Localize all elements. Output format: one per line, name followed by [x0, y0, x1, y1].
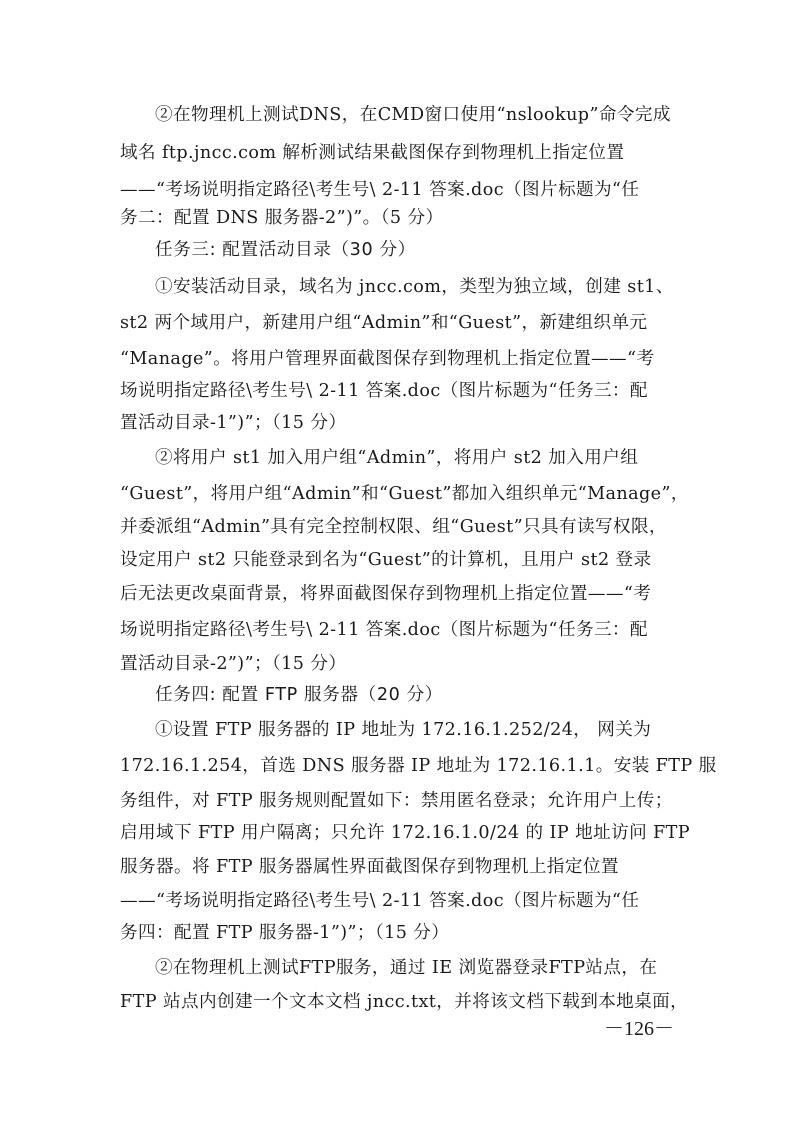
text-line: 设定用户 st2 只能登录到名为“Guest”的计算机，且用户 st2 登录 — [120, 550, 652, 570]
section-heading-task4: 任务四: 配置 FTP 服务器（20 分） — [155, 685, 443, 705]
text-line: 置活动目录-2”)”；（15 分） — [120, 654, 347, 674]
text-line: 服务器。将 FTP 服务器属性界面截图保存到物理机上指定位置 — [120, 857, 619, 877]
text-line: 域名 ftp.jncc.com 解析测试结果截图保存到物理机上指定位置 — [120, 143, 625, 163]
text-line: ①安装活动目录，域名为 jncc.com，类型为独立域，创建 st1、 — [155, 277, 674, 297]
text-line: ②在物理机上测试DNS，在CMD窗口使用“nslookup”命令完成 — [155, 105, 671, 125]
text-line: 并委派组“Admin”具有完全控制权限、组“Guest”只具有读写权限， — [120, 517, 667, 537]
text-line: 务四：配置 FTP 服务器-1”)”；（15 分） — [120, 923, 450, 943]
text-line: 务二：配置 DNS 服务器-2”)”。（5 分） — [120, 208, 444, 228]
text-line: 后无法更改桌面背景，将界面截图保存到物理机上指定位置——“考 — [120, 584, 652, 604]
text-line: ——“考场说明指定路径\考生号\ 2-11 答案.doc（图片标题为“任 — [120, 180, 640, 200]
text-line: 场说明指定路径\考生号\ 2-11 答案.doc（图片标题为“任务三：配 — [120, 381, 648, 401]
text-line: ①设置 FTP 服务器的 IP 地址为 172.16.1.252/24， 网关为 — [155, 720, 652, 740]
section-heading-task3: 任务三: 配置活动目录（30 分） — [155, 240, 416, 260]
text-line: ②将用户 st1 加入用户组“Admin”，将用户 st2 加入用户组 — [155, 448, 639, 468]
text-line: FTP 站点内创建一个文本文档 jncc.txt，并将该文档下载到本地桌面， — [120, 992, 689, 1012]
text-line: 场说明指定路径\考生号\ 2-11 答案.doc（图片标题为“任务三：配 — [120, 620, 648, 640]
text-line: 置活动目录-1”)”；（15 分） — [120, 413, 347, 433]
page-number: －126－ — [604, 1018, 674, 1040]
text-line: ②在物理机上测试FTP服务，通过 IE 浏览器登录FTP站点，在 — [155, 958, 658, 978]
text-line: 启用域下 FTP 用户隔离；只允许 172.16.1.0/24 的 IP 地址访问 FTP — [120, 823, 691, 843]
text-line: 务组件，对 FTP 服务规则配置如下：禁用匿名登录；允许用户上传； — [120, 791, 673, 811]
text-line: “Guest”，将用户组“Admin”和“Guest”都加入组织单元“Manage”， — [120, 484, 689, 504]
text-line: st2 两个域用户，新建用户组“Admin”和“Guest”，新建组织单元 — [120, 313, 648, 333]
text-line: 172.16.1.254，首选 DNS 服务器 IP 地址为 172.16.1.1。安装 FTP 服 — [120, 756, 717, 776]
text-line: “Manage”。将用户管理界面截图保存到物理机上指定位置——“考 — [120, 349, 655, 369]
text-line: ——“考场说明指定路径\考生号\ 2-11 答案.doc（图片标题为“任 — [120, 891, 640, 911]
